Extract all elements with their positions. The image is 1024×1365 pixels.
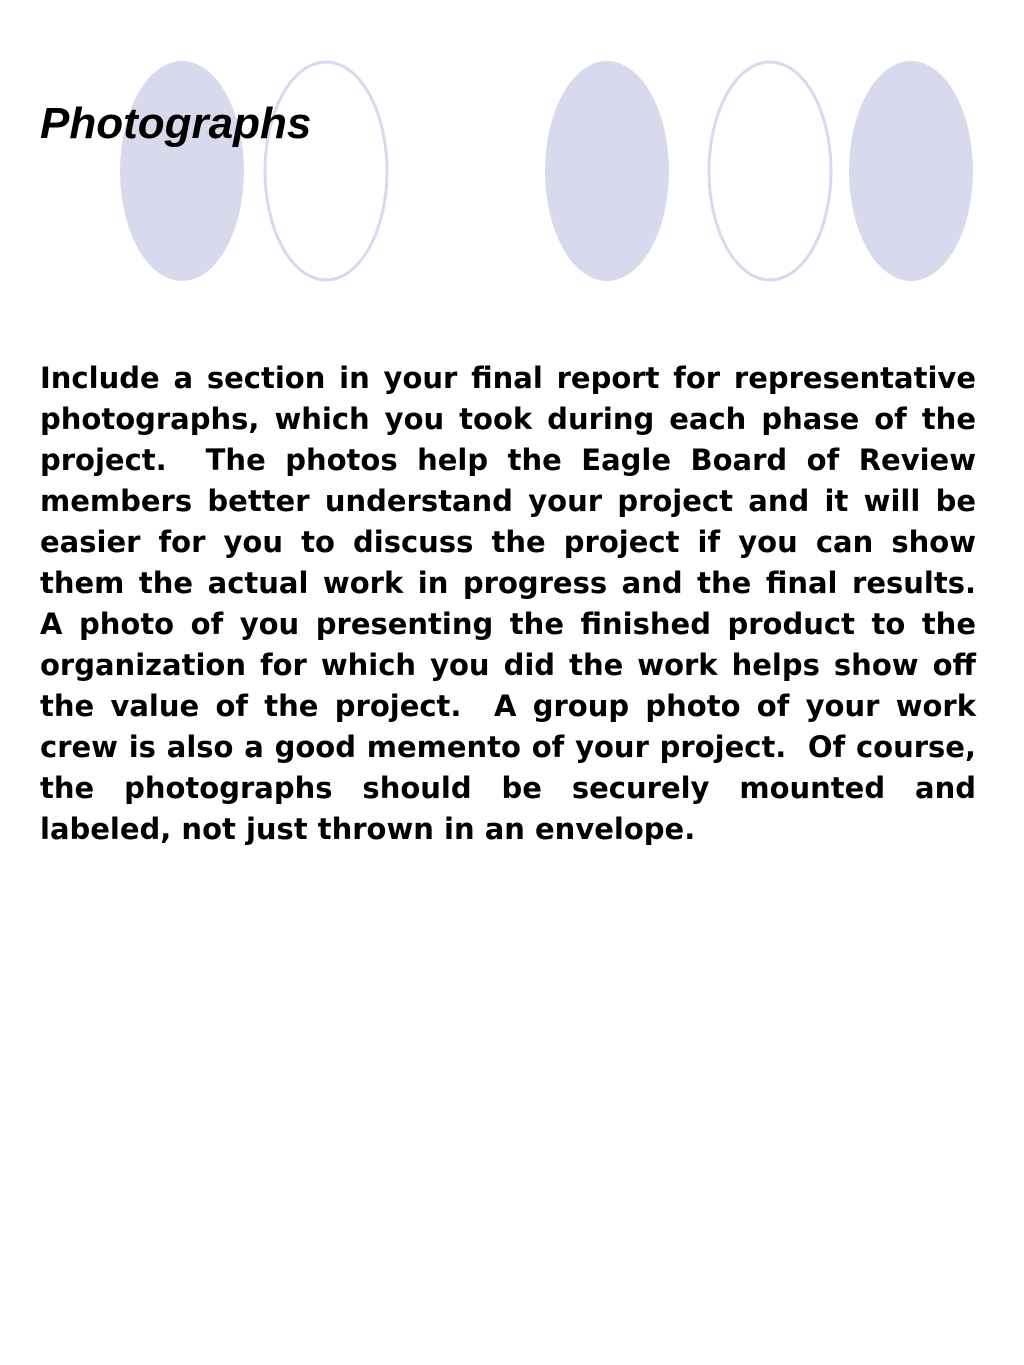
slide-body-text: Include a section in your final report for representative photographs, which you took during each phase of the project. The photos help the Eagle Board of Review members better understand your project and it will be easier for you to discuss the project if you can show them the actual work in progress and the final results. A photo of you presenting the finished product to the organization for which you did the work helps show off the value of the project. A group photo of your work crew is also a good memento of your project. Of course, the photographs should be securely mounted and labeled, not just thrown in an envelope. [40,361,997,846]
filled-oval-1 [120,61,244,281]
decorative-ovals [0,0,1024,300]
filled-oval-2 [545,61,669,281]
filled-oval-3 [849,61,973,281]
slide-title: Photographs [40,99,312,148]
outline-oval-1 [265,62,387,280]
outline-oval-2 [709,62,831,280]
